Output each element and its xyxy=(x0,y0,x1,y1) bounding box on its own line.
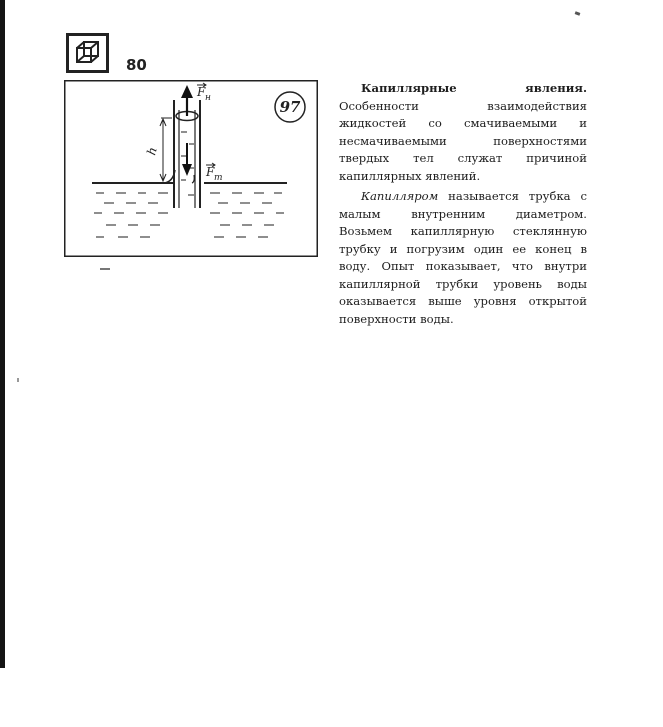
paragraph-text: называется трубка с малым внутренним диаметром. Возьмем капиллярную стеклянную трубку и погрузим один ее конец в воду. Опыт показывает, что внутри капиллярной трубки уровень воды оказывается выше уровня открытой поверхности воды. xyxy=(339,189,587,326)
page-edge-rule xyxy=(0,0,5,668)
force-down-subscript: т xyxy=(214,173,223,183)
force-down-label: F xyxy=(206,165,215,179)
meniscus-outer-right xyxy=(192,175,194,183)
capillary-figure xyxy=(64,80,318,257)
height-label: h xyxy=(144,145,160,157)
scan-speck xyxy=(575,11,581,16)
cube-in-frame-icon xyxy=(66,33,109,73)
page-number: 80 xyxy=(126,56,147,74)
section-heading: Капиллярные явления. xyxy=(361,81,587,95)
paragraph xyxy=(339,80,587,185)
scan-speck xyxy=(100,268,110,270)
water-dashes xyxy=(94,193,284,237)
force-up-subscript: н xyxy=(205,93,211,103)
figure-number: 97 xyxy=(279,98,301,116)
term: Капилляром xyxy=(361,189,439,203)
scan-speck xyxy=(17,378,19,382)
body-text xyxy=(339,80,587,336)
paragraph xyxy=(339,188,587,328)
paragraph-text: Особенности взаимодействия жидкостей со смачиваемыми и несмачиваемыми поверхностями твердых тел служат причиной капиллярных явлений. xyxy=(339,98,587,183)
force-up-arrowhead xyxy=(181,85,193,98)
force-down-arrowhead xyxy=(182,164,192,176)
force-up-label: F xyxy=(197,85,206,99)
